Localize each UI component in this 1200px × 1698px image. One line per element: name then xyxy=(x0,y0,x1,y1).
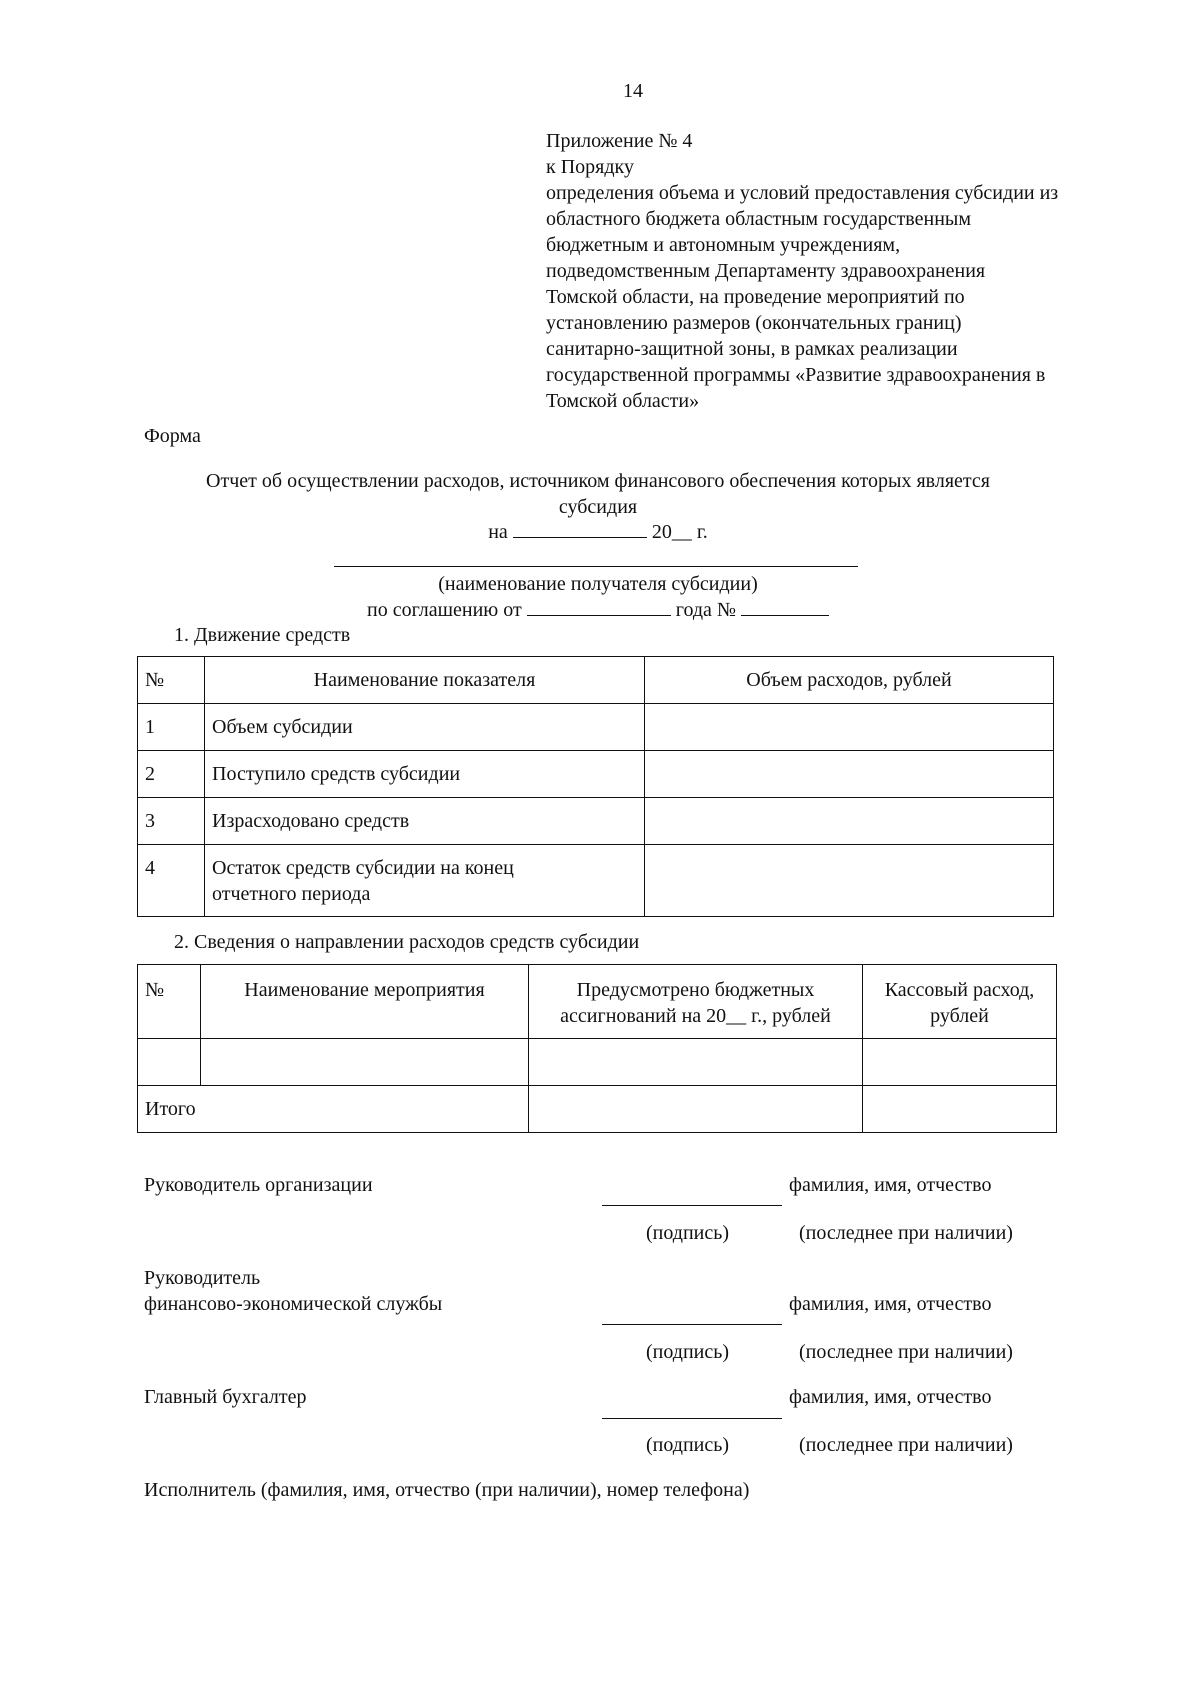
funds-movement-table xyxy=(137,656,1054,917)
year-label: 20__ г. xyxy=(651,521,708,543)
expense-directions-table xyxy=(137,964,1057,1133)
table-row xyxy=(138,704,1054,751)
signature-line[interactable] xyxy=(602,1205,782,1206)
header-num: № xyxy=(138,657,205,704)
appendix-line: к Порядку xyxy=(546,156,634,178)
total-cash-cell[interactable] xyxy=(863,1086,1057,1133)
empty-cell[interactable] xyxy=(863,1039,1057,1086)
signature-caption: (подпись) xyxy=(646,1434,730,1456)
signer-fio-label: фамилия, имя, отчество xyxy=(789,1293,992,1315)
row-name-line2: отчетного периода xyxy=(212,883,371,905)
header-cash-line2: рублей xyxy=(930,1005,989,1027)
row-num: 1 xyxy=(138,704,205,751)
signature-line[interactable] xyxy=(602,1324,782,1325)
signer-fio-label: фамилия, имя, отчество xyxy=(789,1174,992,1196)
report-date-line xyxy=(0,519,1196,545)
form-label: Форма xyxy=(144,425,201,447)
empty-cell[interactable] xyxy=(138,1039,201,1086)
appendix-line: бюджетным и автономным учреждениям, xyxy=(546,234,901,256)
agreement-date-blank[interactable] xyxy=(527,597,671,616)
row-num: 2 xyxy=(138,751,205,798)
row-num: 4 xyxy=(138,845,205,917)
row-value-cell[interactable] xyxy=(645,704,1054,751)
recipient-caption: (наименование получателя субсидии) xyxy=(438,573,758,595)
row-name-line1: Остаток средств субсидии на конец xyxy=(212,857,514,879)
appendix-line: Томской области, на проведение мероприятий по xyxy=(546,286,965,308)
total-planned-cell[interactable] xyxy=(529,1086,863,1133)
appendix-line: установлению размеров (окончательных границ) xyxy=(546,312,962,334)
report-title-line1: Отчет об осуществлении расходов, источником финансового обеспечения которых является xyxy=(206,470,990,492)
header-planned-line1: Предусмотрено бюджетных xyxy=(576,979,815,1001)
page-number: 14 xyxy=(623,80,643,102)
last-name-caption: (последнее при наличии) xyxy=(799,1341,1013,1363)
agreement-number-blank[interactable] xyxy=(741,597,829,616)
row-name: Израсходовано средств xyxy=(205,798,645,845)
header-cash-line1: Кассовый расход, xyxy=(884,979,1035,1001)
header-indicator: Наименование показателя xyxy=(205,657,645,704)
on-label: на xyxy=(488,521,508,543)
executor-line: Исполнитель (фамилия, имя, отчество (при наличии), номер телефона) xyxy=(144,1479,750,1501)
recipient-name-line[interactable] xyxy=(334,566,858,567)
signer-head-label: Руководитель организации xyxy=(144,1174,373,1196)
last-name-caption: (последнее при наличии) xyxy=(799,1434,1013,1456)
table-row xyxy=(138,751,1054,798)
section1-heading: 1. Движение средств xyxy=(174,624,351,646)
empty-cell[interactable] xyxy=(201,1039,529,1086)
signer-accountant-label: Главный бухгалтер xyxy=(144,1386,307,1408)
appendix-line: Приложение № 4 xyxy=(546,130,693,152)
agreement-prefix: по соглашению от xyxy=(367,599,522,621)
date-blank[interactable] xyxy=(513,519,647,538)
table-row xyxy=(138,798,1054,845)
row-name xyxy=(205,845,645,917)
appendix-line: подведомственным Департаменту здравоохранения xyxy=(546,260,986,282)
total-label: Итого xyxy=(138,1086,529,1133)
row-name: Поступило средств субсидии xyxy=(205,751,645,798)
row-value-cell[interactable] xyxy=(645,798,1054,845)
appendix-block xyxy=(546,128,1166,414)
signer-fio-label: фамилия, имя, отчество xyxy=(789,1386,992,1408)
appendix-line: Томской области» xyxy=(546,390,700,412)
appendix-line: определения объема и условий предоставления субсидии из xyxy=(546,182,1059,204)
table-row xyxy=(138,845,1054,917)
appendix-line: областного бюджета областным государственным xyxy=(546,208,972,230)
report-title-line2: субсидия xyxy=(558,496,638,518)
total-row xyxy=(138,1086,1057,1133)
section2-heading: 2. Сведения о направлении расходов средств субсидии xyxy=(174,931,640,953)
row-value-cell[interactable] xyxy=(645,751,1054,798)
table-header-row xyxy=(138,965,1057,1039)
row-value-cell[interactable] xyxy=(645,845,1054,917)
appendix-line: государственной программы «Развитие здравоохранения в xyxy=(546,364,1046,386)
empty-cell[interactable] xyxy=(529,1039,863,1086)
header-planned-line2: ассигнований на 20__ г., рублей xyxy=(560,1005,831,1027)
header-amount: Объем расходов, рублей xyxy=(645,657,1054,704)
table-row xyxy=(138,1039,1057,1086)
header-activity: Наименование мероприятия xyxy=(201,965,529,1039)
header-cash xyxy=(863,965,1057,1039)
row-name: Объем субсидии xyxy=(205,704,645,751)
agreement-middle: года № xyxy=(675,599,736,621)
signature-line[interactable] xyxy=(602,1418,782,1419)
signer-finance-line1: Руководитель xyxy=(144,1267,261,1289)
signer-finance-label xyxy=(144,1265,442,1317)
signer-finance-line2: финансово-экономической службы xyxy=(144,1293,443,1315)
signature-caption: (подпись) xyxy=(646,1341,730,1363)
report-title xyxy=(0,468,1196,520)
header-num: № xyxy=(138,965,201,1039)
row-num: 3 xyxy=(138,798,205,845)
signature-caption: (подпись) xyxy=(646,1222,730,1244)
appendix-line: санитарно-защитной зоны, в рамках реализации xyxy=(546,338,958,360)
agreement-line xyxy=(0,597,1196,623)
header-planned xyxy=(529,965,863,1039)
table-header-row xyxy=(138,657,1054,704)
last-name-caption: (последнее при наличии) xyxy=(799,1222,1013,1244)
